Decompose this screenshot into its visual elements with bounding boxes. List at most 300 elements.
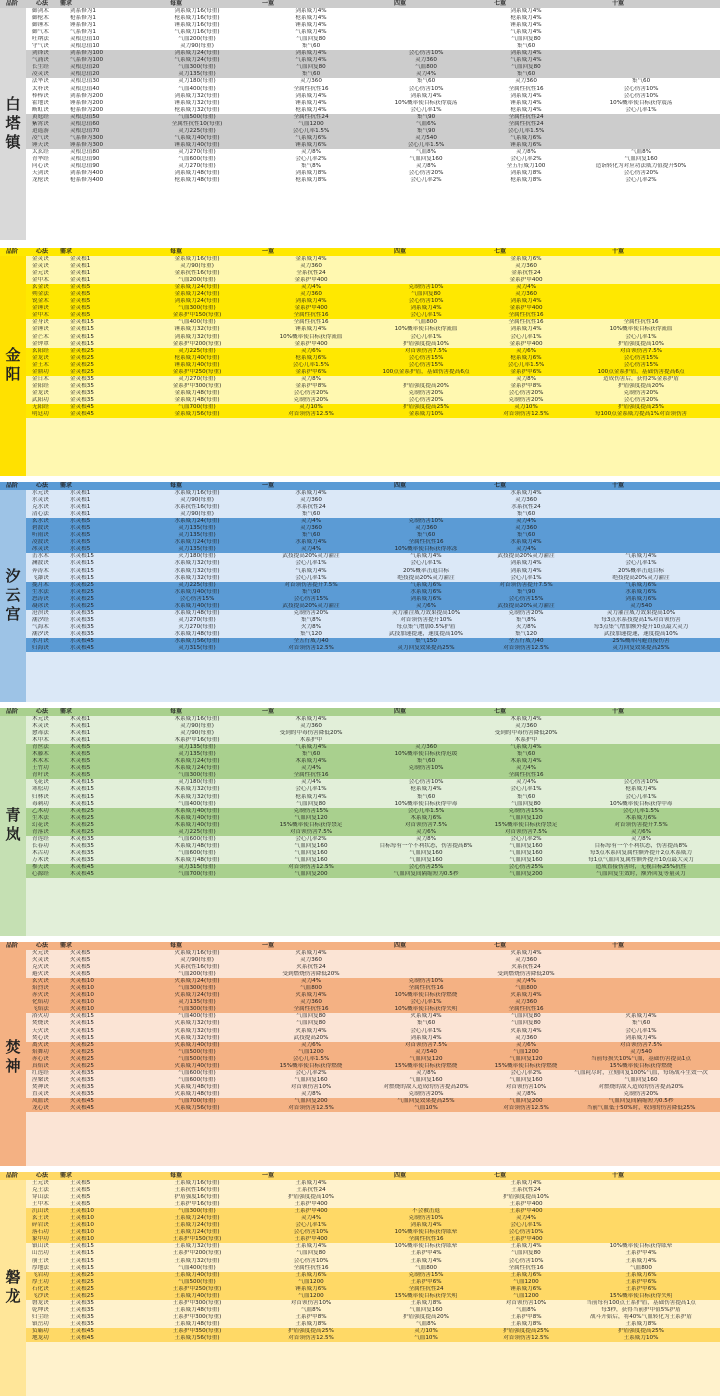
table-cell: 木系威力48(每重) <box>174 842 220 849</box>
table-cell: 剑系威力4% <box>510 326 542 333</box>
table-cell: 土灵根10 <box>70 1208 94 1215</box>
table-cell: 气系威力6% <box>510 134 542 141</box>
table-cell: 会心几率1% <box>510 574 542 581</box>
header-cell: 四重 <box>394 1172 407 1179</box>
table-cell: 水灵根5 <box>70 546 91 553</box>
table-cell: 木系威力24(每重) <box>174 765 220 772</box>
table-cell: 水灵根1 <box>70 511 91 518</box>
table-cell: 气血800 <box>630 1264 652 1271</box>
table-cell: 土灵根5 <box>70 1187 91 1194</box>
table-cell: 会心伤害10% <box>408 85 444 92</box>
table-cell: 木灵根35 <box>70 856 94 863</box>
table-cell: 灵力315(每重) <box>178 645 216 652</box>
header-cell: 每重 <box>170 482 183 489</box>
table-cell: 全属性抗性16 <box>408 985 444 992</box>
table-row <box>26 1243 720 1250</box>
table-row <box>26 971 720 978</box>
table-cell: 木灵诀 <box>32 723 49 730</box>
table-row <box>26 836 720 843</box>
table-cell: 锤系威力16(每重) <box>174 22 220 29</box>
table-cell: 气血800 <box>415 319 437 326</box>
table-cell: 黄庭经 <box>32 113 49 120</box>
table-cell: 气血回复间隔缩短为0.5秒 <box>608 1097 674 1104</box>
table-cell: 枪系威力4% <box>295 106 327 113</box>
table-cell: 会心伤害10% <box>408 298 444 305</box>
tier-block <box>26 716 720 744</box>
table-cell: 朔金法 <box>32 291 49 298</box>
table-row <box>26 1049 720 1056</box>
table-row <box>26 1013 720 1020</box>
table-cell: 气血回复80 <box>511 64 541 71</box>
table-row <box>26 121 720 128</box>
table-cell: 土系护甲400 <box>294 1201 328 1208</box>
header-cell: 四重 <box>394 482 407 489</box>
table-cell: 克火诀 <box>32 964 49 971</box>
table-cell: 枪系威力4% <box>510 15 542 22</box>
table-cell: 土系护甲400 <box>509 1236 543 1243</box>
table-cell: 灵力8% <box>515 1090 537 1097</box>
table-row <box>26 751 720 758</box>
table-cell: 水系抗性24 <box>296 504 326 511</box>
table-cell: 法华诀 <box>32 78 49 85</box>
table-cell: 金灵根5 <box>70 298 91 305</box>
table-cell: 集气60 <box>516 751 536 758</box>
table-cell: 红莲经 <box>32 1069 49 1076</box>
table-header <box>0 482 720 490</box>
table-cell: 水灵根25 <box>70 602 94 609</box>
table-cell: 山岳功 <box>32 1250 49 1257</box>
table-cell: 飞岩功 <box>32 1271 49 1278</box>
table-cell: 厚土功 <box>32 1278 49 1285</box>
table-cell: 克制伤害20% <box>623 1090 659 1097</box>
table-cell: 火灵根35 <box>70 1090 94 1097</box>
table-cell: 气血200(每重) <box>178 971 216 978</box>
table-cell: 集气90 <box>516 588 536 595</box>
table-cell: 武技提高20%灵力灌注 <box>282 553 340 560</box>
table-cell: 灵根总值20 <box>70 71 100 78</box>
header-cell: 一重 <box>262 708 275 715</box>
table-cell: 灵力4% <box>515 1215 537 1222</box>
table-cell: 锤系威力6% <box>510 1285 542 1292</box>
table-cell: 剑系威力4% <box>510 50 542 57</box>
table-cell: 气血回复160 <box>409 155 443 162</box>
table-cell: 灵力540 <box>630 602 652 609</box>
table-cell: 气系修为300 <box>70 134 104 141</box>
table-cell: 御气术 <box>32 29 49 36</box>
table-cell: 土灵根5 <box>70 1201 91 1208</box>
table-row <box>26 1028 720 1035</box>
table-cell: 气血回复160 <box>509 856 543 863</box>
table-cell: 集气60 <box>516 511 536 518</box>
table-cell: 石化诀 <box>32 1285 49 1292</box>
header-cell: 十重 <box>612 0 625 7</box>
table-cell: 剑系威力4% <box>510 560 542 567</box>
table-cell: 气血回复80 <box>511 36 541 43</box>
table-cell: 金系威力10% <box>408 411 444 418</box>
table-cell: 崩土诀 <box>32 1257 49 1264</box>
table-cell: 气血1200 <box>298 1048 324 1055</box>
table-cell: 土灵根10 <box>70 1229 94 1236</box>
table-cell: 枪系修为1 <box>70 15 96 22</box>
table-cell: 凌灵诀 <box>32 71 49 78</box>
table-cell: 武技加速提速，速度提高10% <box>604 630 678 637</box>
table-cell: 灵根总值10 <box>70 43 100 50</box>
table-cell: 会心伤害15% <box>623 361 659 368</box>
table-cell: 木灵根15 <box>70 779 94 786</box>
table-cell: 水灵根1 <box>70 504 91 511</box>
table-cell: 气血600(每重) <box>178 849 216 856</box>
table-cell: 会心几率1% <box>510 333 542 340</box>
table-row <box>26 518 720 525</box>
table-cell: 火灵根10 <box>70 1006 94 1013</box>
table-row <box>26 305 720 312</box>
table-cell: 气血回复80 <box>511 1250 541 1257</box>
table-row <box>26 490 720 497</box>
table-cell: 火元诀 <box>32 950 49 956</box>
table-cell: 木系威力4% <box>295 716 327 722</box>
table-cell: 木系护甲 <box>299 737 323 744</box>
table-cell: 全属性抗性24 <box>408 1285 444 1292</box>
table-cell: 会心伤害25% <box>408 863 444 870</box>
table-cell: 灵力360 <box>300 291 322 298</box>
table-cell: 水灵根5 <box>70 525 91 532</box>
table-cell: 木灵根15 <box>70 786 94 793</box>
table-row <box>26 341 720 348</box>
table-cell: 金系威力56(每重) <box>174 411 220 418</box>
table-cell: 土系威力56(每重) <box>174 1335 220 1342</box>
table-cell: 水系威力4% <box>295 539 327 546</box>
table-cell: 克制伤害20% <box>508 396 544 403</box>
table-cell: 护盾强度提高25% <box>288 1327 334 1334</box>
tier-block <box>26 836 720 864</box>
tier-block <box>26 610 720 638</box>
table-cell: 剑系威力4% <box>510 8 542 14</box>
table-row <box>26 1335 720 1342</box>
header-cell: 一重 <box>262 0 275 7</box>
table-cell: 灵力6% <box>515 1041 537 1048</box>
table-cell: 集气60 <box>631 78 651 85</box>
table-cell: 水系威力4% <box>510 539 542 546</box>
table-cell: 土系威力24(每重) <box>174 1222 220 1229</box>
table-cell: 万木诀 <box>32 856 49 863</box>
table-cell: 克制伤害15% <box>508 807 544 814</box>
table-row <box>26 284 720 291</box>
tier-block <box>26 744 720 779</box>
table-cell: 克土法 <box>32 1187 49 1194</box>
table-cell: 集气60 <box>516 43 536 50</box>
section-name: 汐云宫 <box>0 490 26 702</box>
table-cell: 会心伤害15% <box>408 354 444 361</box>
table-cell: 长春功 <box>32 842 49 849</box>
table-cell: 气血1200 <box>298 1292 324 1299</box>
table-cell: 全系抗性24 <box>296 270 326 277</box>
table-cell: 气血回复160 <box>509 849 543 856</box>
table-cell: 太朴诀 <box>32 85 49 92</box>
table-cell: 火灵根5 <box>70 964 91 971</box>
table-cell: 土系护甲4% <box>410 1250 442 1257</box>
table-cell: 火灵根25 <box>70 1055 94 1062</box>
table-cell: 气血8% <box>630 148 652 155</box>
table-row <box>26 1258 720 1265</box>
table-cell: 气血回复间隔缩短为0.5秒 <box>393 871 459 878</box>
table-row <box>26 348 720 355</box>
table-cell: 归尘经 <box>32 1313 49 1320</box>
table-cell: 剑系修为100 <box>70 50 104 57</box>
table-cell: 木系威力4% <box>510 716 542 722</box>
table-cell: 集气60 <box>301 532 321 539</box>
tier-block <box>26 1042 720 1070</box>
header-cell: 需求 <box>60 482 73 489</box>
table-cell: 木灵根25 <box>70 814 94 821</box>
table-cell: 气血回复120 <box>509 814 543 821</box>
table-cell: 水系威力32(每重) <box>174 567 220 574</box>
table-cell: 灵力90(每重) <box>180 723 214 730</box>
table-cell: 护盾强度提高20% <box>403 382 449 389</box>
table-cell: 木灵根1 <box>70 723 91 730</box>
table-cell: 火灵根35 <box>70 1076 94 1083</box>
table-cell: 对首领伤害7.5% <box>289 828 333 835</box>
table-cell: 木灵根45 <box>70 871 94 878</box>
table-cell: 金锤诀 <box>32 305 49 312</box>
table-cell: 焚烧诀 <box>32 1020 49 1027</box>
table-cell: 会心几率1% <box>295 574 327 581</box>
table-cell: 金芒术 <box>32 333 49 340</box>
table-cell: 集气60 <box>301 751 321 758</box>
table-cell: 火灵诀 <box>32 957 49 964</box>
table-cell: 对首领伤害提升10% <box>400 616 452 623</box>
header-cell: 需求 <box>60 708 73 715</box>
table-cell: 每3秒，获得当前护甲值5%护盾 <box>601 1306 681 1313</box>
table-cell: 会心伤害20% <box>293 389 329 396</box>
table-cell: 20%概率击退目标 <box>618 567 664 574</box>
table-row <box>26 142 720 149</box>
table-cell: 化焰功 <box>32 999 49 1006</box>
table-cell: 灭力270(每重) <box>178 623 216 630</box>
table-cell: 金灵根1 <box>70 270 91 277</box>
table-row <box>26 319 720 326</box>
table-cell: 寒松功 <box>32 786 49 793</box>
table-cell: 土系护甲400 <box>294 1208 328 1215</box>
table-row <box>26 1229 720 1236</box>
table-cell: 木灵根15 <box>70 800 94 807</box>
table-cell: 土灵根25 <box>70 1292 94 1299</box>
table-cell: 土灵根10 <box>70 1215 94 1222</box>
table-cell: 土系威力4% <box>410 1257 442 1264</box>
table-cell: 对首领伤害7.5% <box>504 828 548 835</box>
table-cell: 灵力4% <box>300 546 322 553</box>
table-cell: 灵力135(每重) <box>178 525 216 532</box>
table-row <box>26 1236 720 1243</box>
table-cell: 灵力225(每重) <box>178 828 216 835</box>
table-cell: 受到的中毒伤害降低20% <box>494 730 558 737</box>
table-cell: 土系抗性24 <box>511 1187 541 1194</box>
table-cell: 每1点气血回复属性额外提升10点最大灵力 <box>588 856 694 863</box>
table-cell: 灵力4% <box>515 779 537 786</box>
table-cell: 土灵根10 <box>70 1222 94 1229</box>
table-cell: 木甲术 <box>32 737 49 744</box>
section-name: 青岚 <box>0 716 26 936</box>
table-cell: 锤系威力4% <box>295 326 327 333</box>
table-cell: 剑系威力24(每重) <box>174 50 220 57</box>
table-cell: 火灵根25 <box>70 1041 94 1048</box>
table-cell: 金灵根15 <box>70 340 94 347</box>
table-cell: 会心几率1% <box>295 786 327 793</box>
table-row <box>26 397 720 404</box>
table-row <box>26 610 720 617</box>
table-cell: 负霸功 <box>32 1327 49 1334</box>
table-cell: 灵根总值70 <box>70 127 100 134</box>
sect-3 <box>0 708 720 936</box>
table-row <box>26 525 720 532</box>
table-cell: 火灵根10 <box>70 978 94 985</box>
table-cell: 金系威力6% <box>510 256 542 262</box>
table-cell: 灵力360 <box>300 497 322 504</box>
table-cell: 灵力360 <box>300 525 322 532</box>
table-cell: 焚神诀 <box>32 1083 49 1090</box>
table-cell: 锤系修为200 <box>70 99 104 106</box>
table-cell: 土系威力4% <box>510 1180 542 1186</box>
table-cell: 灵力6% <box>415 828 437 835</box>
table-cell: 全属性抗性16 <box>293 1264 329 1271</box>
table-cell: 木系威力24(每重) <box>174 758 220 765</box>
table-cell: 枪系威力6% <box>510 354 542 361</box>
table-cell: 气系威力4% <box>510 744 542 751</box>
table-cell: 集气60 <box>631 1020 651 1027</box>
table-cell: 土灵根45 <box>70 1335 94 1342</box>
table-row <box>26 504 720 511</box>
table-cell: 玄土诀 <box>32 1215 49 1222</box>
table-cell: 目标每有一个不利状态，伤害提高8% <box>379 842 473 849</box>
table-cell: 火系威力40(每重) <box>174 1041 220 1048</box>
table-cell: 水系抗性24 <box>511 504 541 511</box>
table-cell: 火系威力32(每重) <box>174 1034 220 1041</box>
table-cell: 木灵根35 <box>70 849 94 856</box>
table-cell: 玄水诀 <box>32 518 49 525</box>
table-cell: 气血700(每重) <box>178 403 216 410</box>
table-row <box>26 978 720 985</box>
table-cell: 对首领伤害12.5% <box>288 1335 334 1342</box>
table-row <box>26 135 720 142</box>
table-cell: 气血回复160 <box>409 849 443 856</box>
table-cell: 集气60 <box>301 71 321 78</box>
table-cell: 火系威力40(每重) <box>174 1062 220 1069</box>
table-cell: 水灵根25 <box>70 588 94 595</box>
table-cell: 剑系修为200 <box>70 92 104 99</box>
table-cell: 会心几率1% <box>625 560 657 567</box>
table-cell: 土灵根5 <box>70 1194 91 1201</box>
table-cell: 火系威力4% <box>510 950 542 956</box>
table-cell: 金灵根1 <box>70 263 91 270</box>
table-cell: 金灵根25 <box>70 361 94 368</box>
table-cell: 枪系威力4% <box>510 106 542 113</box>
table-cell: 剑系威力32(每重) <box>174 92 220 99</box>
table-cell: 会心伤害20% <box>623 170 659 177</box>
table-cell: 土系护甲6% <box>625 1285 657 1292</box>
table-cell: 灵力8% <box>630 835 652 842</box>
table-cell: 气血800 <box>415 64 437 71</box>
table-row <box>26 730 720 737</box>
table-cell: 气血400(每重) <box>178 319 216 326</box>
table-row <box>26 857 720 864</box>
table-cell: 灵根总值60 <box>70 120 100 127</box>
table-cell: 气血8% <box>515 1306 537 1313</box>
table-cell: 土系护甲300(每重) <box>172 1313 222 1320</box>
table-row <box>26 355 720 362</box>
table-cell: 木系威力40(每重) <box>174 807 220 814</box>
table-cell: 土系威力40(每重) <box>174 1292 220 1299</box>
table-cell: 灵力270(每重) <box>178 616 216 623</box>
table-cell: 25%概率闪避直接伤害 <box>612 637 670 644</box>
table-cell: 当前每有100点土系护盾，基础伤害提高1点 <box>586 1299 696 1306</box>
table-cell: 避火诀 <box>32 971 49 978</box>
table-cell: 棒棒诀 <box>32 92 49 99</box>
table-cell: 目标每有一个不利状态，伤害提高8% <box>594 842 688 849</box>
table-cell: 枪系修为200 <box>70 106 104 113</box>
table-cell: 剑系威力32(每重) <box>174 333 220 340</box>
table-cell: 克制伤害20% <box>293 396 329 403</box>
table-cell: 金灵根15 <box>70 333 94 340</box>
table-cell: 集气60 <box>416 532 436 539</box>
tier-block <box>26 348 720 376</box>
table-cell: 会心伤害20% <box>408 396 444 403</box>
table-cell: 金系护甲250(每重) <box>172 368 222 375</box>
table-cell: 土系护甲16(每重) <box>174 1201 220 1208</box>
tier-block <box>26 1013 720 1041</box>
table-cell: 土系威力24(每重) <box>174 1215 220 1222</box>
table-cell: 金灵根5 <box>70 291 91 298</box>
table-cell: 火系威力4% <box>410 1013 442 1020</box>
table-cell: 集气60 <box>516 71 536 78</box>
table-cell: 水系威力40(每重) <box>174 602 220 609</box>
tier-block <box>26 1208 720 1243</box>
table-cell: 水系威力4% <box>295 490 327 496</box>
table-cell: 会心几率2% <box>510 835 542 842</box>
table-cell: 灵力360 <box>515 957 537 964</box>
table-row <box>26 950 720 957</box>
table-row <box>26 376 720 383</box>
table-cell: 焚心诀 <box>32 1034 49 1041</box>
table-cell: 造诣转化为对应功法威力值提升50% <box>595 163 687 170</box>
table-cell: 火灵根25 <box>70 1048 94 1055</box>
tier-block <box>26 114 720 149</box>
table-cell: 对首领伤害7.5% <box>404 821 448 828</box>
table-cell: 100点金系护盾，基础伤害提高6点 <box>382 368 470 375</box>
header-cell: 四重 <box>394 708 407 715</box>
table-cell: 灵力回复效果提高25% <box>397 645 455 652</box>
table-cell: 受到的中毒伤害降低20% <box>279 730 343 737</box>
header-cell: 品阶 <box>6 942 19 949</box>
table-row <box>26 864 720 871</box>
table-cell: 气血回复200 <box>509 1097 543 1104</box>
table-cell: 会心几率2% <box>510 155 542 162</box>
table-cell: 气系威力4% <box>625 553 657 560</box>
table-cell: 乙木功 <box>32 807 49 814</box>
table-cell: 清心法 <box>32 511 49 518</box>
header-cell: 心法 <box>36 0 49 7</box>
table-cell: 气涌诀 <box>32 57 49 64</box>
table-cell: 奔涛术 <box>32 567 49 574</box>
table-cell: 潮汐诀 <box>32 630 49 637</box>
table-cell: 土系护甲6% <box>625 1278 657 1285</box>
table-row <box>26 256 720 263</box>
table-cell: 土系护甲400 <box>294 1236 328 1243</box>
table-cell: 会心几率1% <box>625 1027 657 1034</box>
tier-block <box>26 404 720 418</box>
table-row <box>26 779 720 786</box>
table-cell: 气血300(每重) <box>178 985 216 992</box>
table-cell: 护盾强度16(每重) <box>174 1194 220 1201</box>
table-cell: 造成直接伤害时，无视目标25%抗性 <box>595 863 687 870</box>
